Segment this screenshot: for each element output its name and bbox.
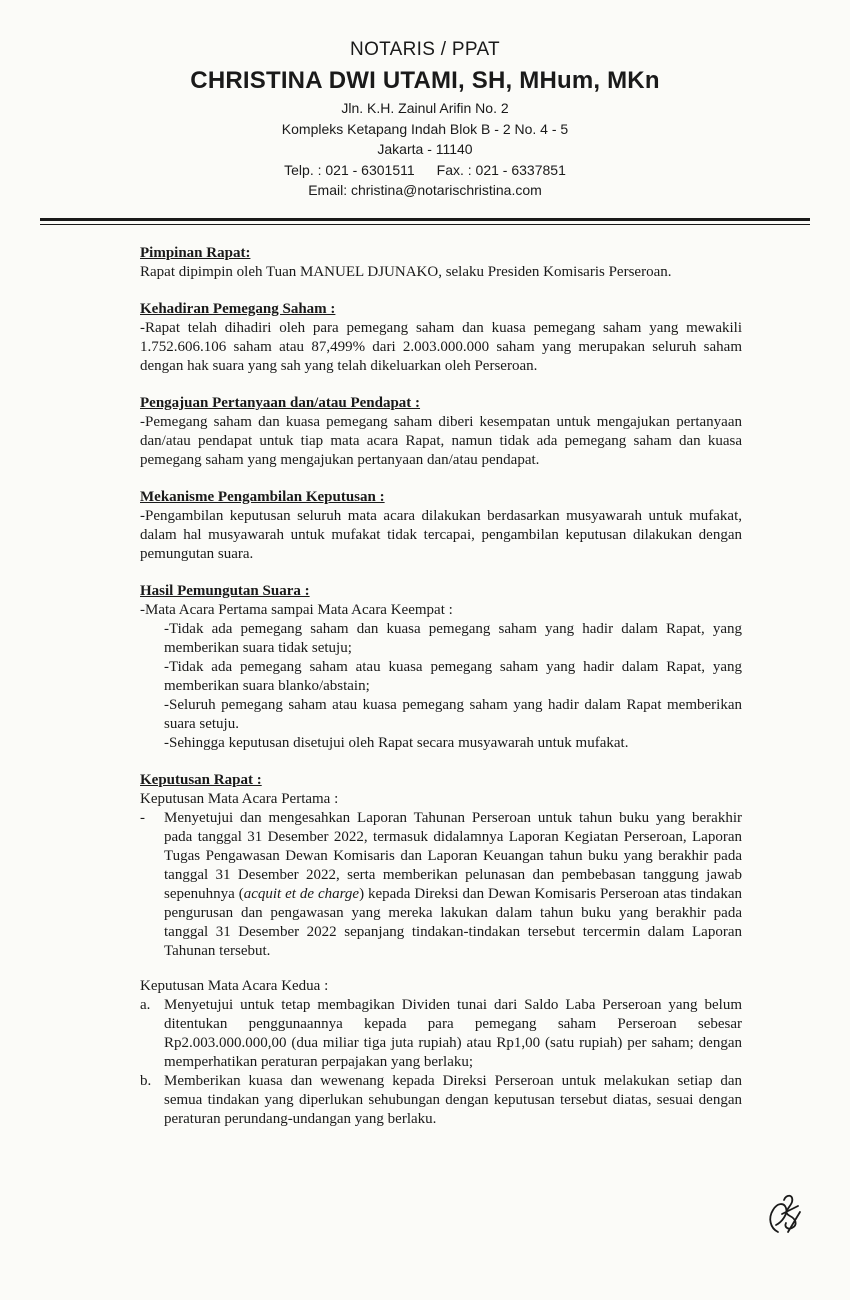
section-title: Pimpinan Rapat: <box>140 245 251 261</box>
section-mekanisme <box>140 488 742 564</box>
acara-2-item-a <box>140 996 742 1072</box>
acara-2-text: Memberikan kuasa dan wewenang kepada Direksi Perseroan untuk melakukan setiap dan semua tindakan yang diperlukan sehubungan dengan keputusan tersebut diatas, sesuai dengan peraturan perundang-undangan yang berlaku. <box>164 1073 742 1127</box>
header-divider-thick <box>40 218 810 221</box>
telephone: Telp. : 021 - 6301511 <box>284 161 415 178</box>
section-pimpinan <box>140 244 742 282</box>
document-body <box>140 244 742 1147</box>
section-text: -Pengambilan keputusan seluruh mata acara dilakukan berdasarkan musyawarah untuk mufakat, dalam hal musyawarah untuk mufakat tidak tercapai, pengambilan keputusan dilakukan dengan pemungutan suara. <box>140 508 742 562</box>
section-title: Mekanisme Pengambilan Keputusan : <box>140 489 385 505</box>
hasil-intro: -Mata Acara Pertama sampai Mata Acara Keempat : <box>140 602 453 618</box>
fax: Fax. : 021 - 6337851 <box>436 161 566 178</box>
text-part: ) kepada Direksi dan Dewan Komisaris Perseroan atas tindakan pengurusan dan pengawasan yang mereka lakukan dalam tahun buku yang berakhir pada tanggal 31 Desember 2022 sepanjang tindakan-tindakan tersebut tercermin dalam Laporan Tahunan tersebut. <box>164 886 742 959</box>
address-city: Jakarta - 11140 <box>377 141 473 157</box>
letterhead <box>0 38 850 201</box>
list-item: -Seluruh pemegang saham atau kuasa pemegang saham yang hadir dalam Rapat memberikan suara setuju. <box>164 697 742 732</box>
text-part: Menyetujui dan mengesahkan Laporan Tahunan Perseroan untuk tahun buku yang berakhir pada tanggal 31 Desember 2022, termasuk didalamnya Laporan Kegiatan Perseroan, Laporan Tugas Pengawasan Dewan Komisaris dan Laporan Keuangan tahun buku yang berakhir pada tanggal 31 Desember 2022, serta memberikan pelunasan dan pembebasan tanggung jawab sepenuhnya ( <box>164 810 742 902</box>
list-marker: - <box>140 810 145 826</box>
list-item: -Tidak ada pemegang saham dan kuasa pemegang saham yang hadir dalam Rapat, yang memberikan suara tidak setuju; <box>164 621 742 656</box>
acara-2-text: Menyetujui untuk tetap membagikan Dividen tunai dari Saldo Laba Perseroan yang belum ditentukan penggunaannya kepada para pemegang saham Perseroan sebesar Rp2.003.000.000,00 (dua miliar tiga juta rupiah) atau Rp1,00 (satu rupiah) per saham; dengan memperhatikan peraturan perpajakan yang berlaku; <box>164 997 742 1070</box>
section-keputusan <box>140 771 742 1129</box>
email: Email: christina@notarischristina.com <box>308 182 542 198</box>
section-title: Kehadiran Pemegang Saham : <box>140 301 336 317</box>
list-marker: a. <box>140 997 151 1013</box>
section-text: -Rapat telah dihadiri oleh para pemegang saham dan kuasa pemegang saham yang mewakili 1.752.606.106 saham atau 87,499% dari 2.003.000.000 saham yang merupakan seluruh saham dengan hak suara yang sah yang telah dikeluarkan oleh Perseroan. <box>140 320 742 374</box>
acara-2-heading: Keputusan Mata Acara Kedua : <box>140 978 329 994</box>
section-text: -Pemegang saham dan kuasa pemegang saham diberi kesempatan untuk mengajukan pertanyaan dan/atau pendapat untuk tiap mata acara Rapat, namun tidak ada pemegang saham dan kuasa pemegang saham yang mengajukan pertanyaan dan/atau pendapat. <box>140 414 742 468</box>
list-item: -Sehingga keputusan disetujui oleh Rapat secara musyawarah untuk mufakat. <box>164 735 629 751</box>
list-marker: b. <box>140 1073 152 1089</box>
section-title: Pengajuan Pertanyaan dan/atau Pendapat : <box>140 395 421 411</box>
section-title: Keputusan Rapat : <box>140 772 262 788</box>
notary-name: CHRISTINA DWI UTAMI, SH, MHum, MKn <box>190 67 660 94</box>
section-kehadiran <box>140 300 742 376</box>
office-title: NOTARIS / PPAT <box>350 39 500 60</box>
acara-2-item-b <box>140 1072 742 1129</box>
header-divider-thin <box>40 224 810 225</box>
acara-1-text <box>164 809 742 961</box>
section-pengajuan <box>140 394 742 470</box>
section-hasil <box>140 582 742 753</box>
address-line-1: Jln. K.H. Zainul Arifin No. 2 <box>341 100 509 116</box>
contact-line <box>0 160 850 181</box>
section-title: Hasil Pemungutan Suara : <box>140 583 310 599</box>
list-item: -Tidak ada pemegang saham atau kuasa pemegang saham yang hadir dalam Rapat, yang memberikan suara blanko/abstain; <box>164 659 742 694</box>
acara-1-heading: Keputusan Mata Acara Pertama : <box>140 791 339 807</box>
address-line-2: Kompleks Ketapang Indah Blok B - 2 No. 4 - 5 <box>281 120 569 137</box>
latin-term: acquit et de charge <box>243 886 360 902</box>
section-text: Rapat dipimpin oleh Tuan MANUEL DJUNAKO, selaku Presiden Komisaris Perseroan. <box>140 264 672 280</box>
acara-1-item <box>140 809 742 961</box>
signature-initial-icon <box>764 1192 804 1236</box>
